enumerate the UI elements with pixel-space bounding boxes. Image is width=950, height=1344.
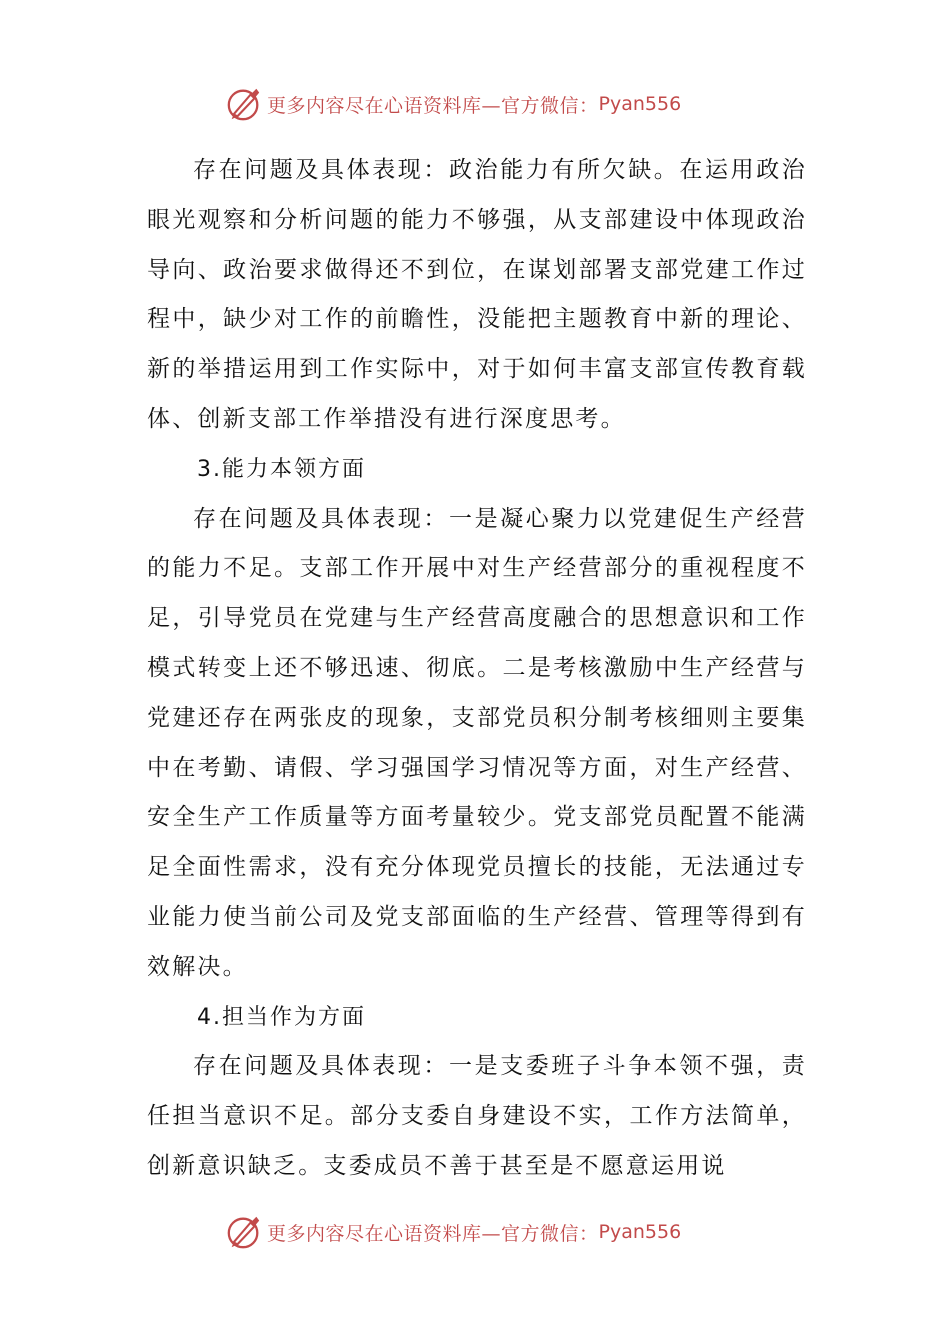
section-heading-responsibility: 4.担当作为方面	[197, 1004, 366, 1030]
watermark-contact: Pyan556	[598, 93, 682, 115]
paragraph-responsibility: 存在问题及具体表现：一是支委班子斗争本领不强，责任担当意识不足。部分支委自身建设不实，工作方法简单，创新意识缺乏。支委成员不善于甚至是不愿意运用说	[147, 1053, 807, 1179]
pen-circle-icon	[225, 1213, 263, 1251]
watermark-text: 更多内容尽在心语资料库—官方微信：	[267, 1222, 599, 1245]
watermark-contact: Pyan556	[598, 1221, 682, 1243]
watermark-text: 更多内容尽在心语资料库—官方微信：	[267, 94, 599, 117]
watermark-footer	[225, 1212, 681, 1252]
section-heading-ability: 3.能力本领方面	[197, 456, 366, 482]
paragraph-ability: 存在问题及具体表现：一是凝心聚力以党建促生产经营的能力不足。支部工作开展中对生产经营部分的重视程度不足，引导党员在党建与生产经营高度融合的思想意识和工作模式转变上还不够迅速、彻底。二是考核激励中生产经营与党建还存在两张皮的现象，支部党员积分制考核细则主要集中在考勤、请假、学习强国学习情况等方面，对生产经营、安全生产工作质量等方面考量较少。党支部党员配置不能满足全面性需求，没有充分体现党员擅长的技能，无法通过专业能力使当前公司及党支部面临的生产经营、管理等得到有效解决。	[147, 505, 807, 980]
watermark-header	[225, 84, 681, 124]
pen-circle-icon	[225, 85, 263, 123]
document-body	[147, 146, 807, 1192]
paragraph-political-ability: 存在问题及具体表现：政治能力有所欠缺。在运用政治眼光观察和分析问题的能力不够强，从支部建设中体现政治导向、政治要求做得还不到位，在谋划部署支部党建工作过程中，缺少对工作的前瞻性，没能把主题教育中新的理论、新的举措运用到工作实际中，对于如何丰富支部宣传教育载体、创新支部工作举措没有进行深度思考。	[147, 157, 807, 432]
